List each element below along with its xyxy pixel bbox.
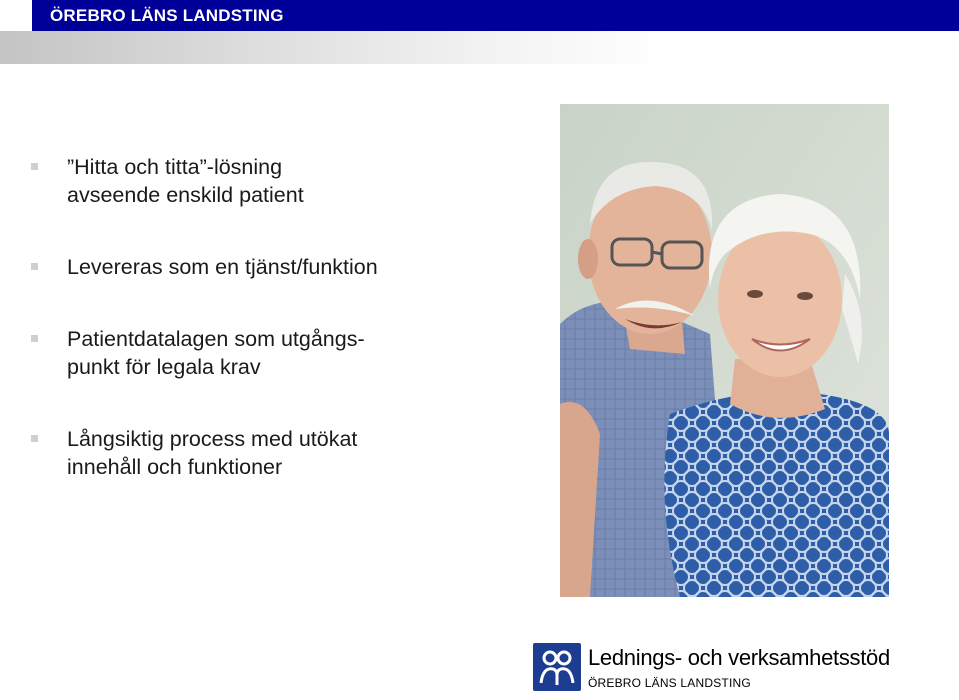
bullet-item: [0, 153, 540, 209]
logo-sub-text: ÖREBRO LÄNS LANDSTING: [588, 676, 751, 690]
bullet-text-line: innehåll och funktioner: [67, 455, 283, 479]
bullet-text-line: avseende enskild patient: [67, 183, 304, 207]
bullet-item: [0, 325, 540, 381]
header-title: ÖREBRO LÄNS LANDSTING: [50, 6, 284, 25]
bullet-text-line: punkt för legala krav: [67, 355, 261, 379]
bullet-text-line: Patientdatalagen som utgångs-: [67, 327, 365, 351]
bullet-item: [0, 425, 540, 481]
bullet-square-icon: [31, 335, 38, 342]
woman-dress: [664, 392, 889, 598]
bullet-item: [0, 253, 540, 281]
footer-logo: [533, 643, 933, 697]
logo-main-text: Lednings- och verksamhetsstöd: [588, 645, 890, 670]
bullet-square-icon: [31, 435, 38, 442]
bullet-list: [0, 153, 540, 481]
bullet-text-line: Levereras som en tjänst/funktion: [67, 255, 378, 279]
header-gradient-band: [0, 31, 959, 64]
bullet-text-line: Långsiktig process med utökat: [67, 427, 358, 451]
bullet-text-line: ”Hitta och titta”-lösning: [67, 155, 283, 179]
header-bar: [32, 0, 959, 31]
elderly-couple-photo: [560, 104, 889, 597]
bullet-square-icon: [31, 263, 38, 270]
landsting-logo-icon: [533, 643, 581, 691]
bullet-square-icon: [31, 163, 38, 170]
photo-illustration: [560, 104, 889, 597]
